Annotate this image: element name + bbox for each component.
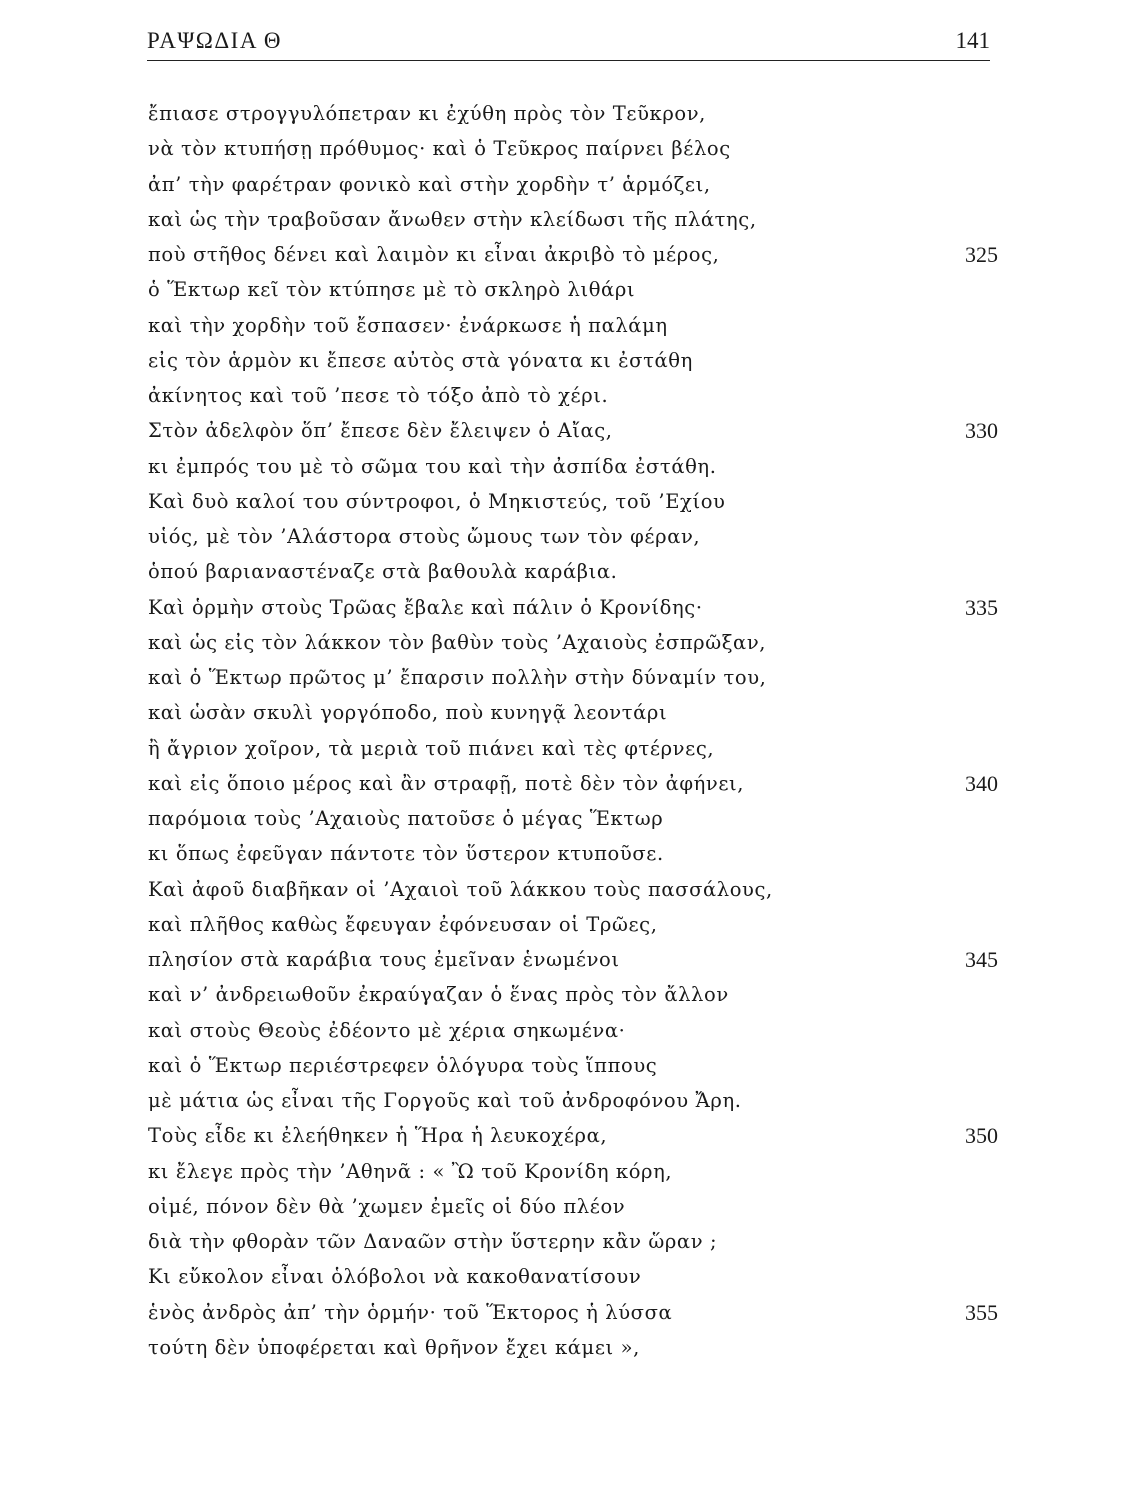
verse-line: [148, 1083, 998, 1118]
verse-text: καὶ ν’ ἀνδρειωθοῦν ἐκραύγαζαν ὁ ἕνας πρὸς τὸν ἄλλον: [148, 983, 729, 1007]
page-number: 141: [955, 28, 990, 53]
verse-line: [148, 1013, 998, 1048]
verse-text: μὲ μάτια ὡς εἶναι τῆς Γοργοῦς καὶ τοῦ ἀνδροφόνου Ἄρη.: [148, 1089, 742, 1112]
verse-line: [148, 167, 998, 202]
verse-text: ἀπ’ τὴν φαρέτραν φονικὸ καὶ στὴν χορδὴν τ’ ἁρμόζει,: [148, 172, 711, 196]
verse-text: καὶ ὡς τὴν τραβοῦσαν ἄνωθεν στὴν κλείδωσι τῆς πλάτης,: [148, 207, 757, 231]
verse-line: [148, 202, 998, 237]
verse-text: ἀκίνητος καὶ τοῦ ’πεσε τὸ τόξο ἀπὸ τὸ χέρι.: [148, 384, 609, 407]
verse-line: [148, 343, 998, 378]
running-title: ΡΑΨΩΔΙΑ Θ: [147, 28, 283, 53]
verse-line: [148, 625, 998, 660]
verse-text: Κι εὔκολον εἶναι ὁλόβολοι νὰ κακοθανατίσουν: [148, 1265, 642, 1289]
verse-line: [148, 1295, 998, 1330]
verse-line: [148, 1154, 998, 1189]
verse-line: [148, 1048, 998, 1083]
verse-line: [148, 836, 998, 871]
line-number: 330: [965, 418, 998, 444]
verse-text: καὶ εἰς ὅποιο μέρος καὶ ἂν στραφῇ, ποτὲ δὲν τὸν ἀφήνει,: [148, 771, 745, 795]
verse-text: πλησίον στὰ καράβια τους ἐμεῖναν ἑνωμένοι: [148, 948, 620, 971]
line-number: 325: [965, 242, 998, 267]
verse-text: Καὶ ὁρμὴν στοὺς Τρῶας ἔβαλε καὶ πάλιν ὁ Κρονίδης·: [148, 595, 703, 619]
line-number: 345: [965, 947, 998, 972]
verse-text: υἱός, μὲ τὸν ’Αλάστορα στοὺς ὤμους των τὸν φέραν,: [148, 525, 701, 548]
verse-text: καὶ τὴν χορδὴν τοῦ ἔσπασεν· ἐνάρκωσε ἡ παλάμη: [148, 313, 668, 337]
verse-line: [148, 766, 998, 801]
verse-text: ἢ ἄγριον χοῖρον, τὰ μεριὰ τοῦ πιάνει καὶ τὲς φτέρνες,: [148, 736, 715, 760]
verse-text: Καὶ ἀφοῦ διαβῆκαν οἱ ’Αχαιοὶ τοῦ λάκκου τοὺς πασσάλους,: [148, 877, 773, 901]
verse-text: Τοὺς εἶδε κι ἐλεήθηκεν ἡ Ἥρα ἡ λευκοχέρα,: [148, 1124, 608, 1148]
verse-text: καὶ ὡς εἰς τὸν λάκκον τὸν βαθὺν τοὺς ’Αχαιοὺς ἐσπρῶξαν,: [148, 630, 767, 654]
verse-text: κι ὅπως ἐφεῦγαν πάντοτε τὸν ὕστερον κτυποῦσε.: [148, 842, 664, 866]
verse-line: [148, 308, 998, 343]
verse-text: κι ἔλεγε πρὸς τὴν ’Αθηνᾶ : « Ὢ τοῦ Κρονίδη κόρη,: [148, 1159, 673, 1183]
verse-line: [148, 801, 998, 836]
verse-text: Στὸν ἀδελφὸν ὅπ’ ἔπεσε δὲν ἔλειψεν ὁ Αἴας,: [148, 419, 613, 443]
verse-line: [148, 484, 998, 519]
verse-text: καὶ ὡσὰν σκυλὶ γοργόποδο, ποὺ κυνηγᾷ λεοντάρι: [148, 701, 668, 725]
verse-line: [148, 1259, 998, 1294]
verse-text: καὶ ὁ Ἕκτωρ πρῶτος μ’ ἔπαρσιν πολλὴν στὴν δύναμίν του,: [148, 666, 767, 689]
verse-line: [148, 1189, 998, 1224]
verse-line: [148, 660, 998, 695]
verse-line: [148, 272, 998, 307]
verse-text: κι ἐμπρός του μὲ τὸ σῶμα του καὶ τὴν ἀσπίδα ἐστάθη.: [148, 454, 717, 478]
poem-text: [148, 96, 998, 1365]
verse-line: [148, 977, 998, 1012]
verse-line: [148, 872, 998, 907]
verse-text: νὰ τὸν κτυπήσῃ πρόθυμος· καὶ ὁ Τεῦκρος παίρνει βέλος: [148, 137, 731, 161]
verse-text: καὶ ὁ Ἕκτωρ περιέστρεφεν ὁλόγυρα τοὺς ἵππους: [148, 1053, 658, 1077]
verse-line: [148, 942, 998, 977]
verse-text: τούτη δὲν ὑποφέρεται καὶ θρῆνον ἔχει κάμει »,: [148, 1335, 640, 1359]
verse-line: [148, 1224, 998, 1259]
verse-line: [148, 590, 998, 625]
verse-line: [148, 449, 998, 484]
verse-text: ὁ Ἕκτωρ κεῖ τὸν κτύπησε μὲ τὸ σκληρὸ λιθάρι: [148, 278, 636, 302]
verse-line: [148, 413, 998, 448]
verse-text: εἰς τὸν ἁρμὸν κι ἔπεσε αὐτὸς στὰ γόνατα κι ἐστάθη: [148, 348, 693, 372]
page-header: [147, 26, 990, 61]
line-number: 355: [965, 1299, 998, 1325]
verse-line: [148, 1118, 998, 1153]
verse-text: παρόμοια τοὺς ’Αχαιοὺς πατοῦσε ὁ μέγας Ἕκτωρ: [148, 807, 664, 830]
verse-line: [148, 378, 998, 413]
verse-line: [148, 731, 998, 766]
verse-text: ποὺ στῆθος δένει καὶ λαιμὸν κι εἶναι ἀκριβὸ τὸ μέρος,: [148, 243, 720, 266]
verse-text: καὶ στοὺς Θεοὺς ἐδέοντο μὲ χέρια σηκωμένα·: [148, 1018, 626, 1042]
verse-line: [148, 695, 998, 730]
verse-line: [148, 237, 998, 272]
verse-text: καὶ πλῆθος καθὼς ἔφευγαν ἐφόνευσαν οἱ Τρῶες,: [148, 912, 658, 936]
verse-line: [148, 1330, 998, 1365]
line-number: 335: [965, 594, 998, 620]
verse-text: ἑνὸς ἀνδρὸς ἀπ’ τὴν ὁρμήν· τοῦ Ἕκτορος ἡ λύσσα: [148, 1300, 673, 1324]
verse-text: ὁπού βαριαναστέναζε στὰ βαθουλὰ καράβια.: [148, 560, 618, 584]
line-number: 350: [965, 1123, 998, 1149]
verse-text: ἔπιασε στρογγυλόπετραν κι ἐχύθη πρὸς τὸν Τεῦκρον,: [148, 102, 706, 125]
verse-line: [148, 907, 998, 942]
verse-line: [148, 554, 998, 589]
verse-line: [148, 519, 998, 554]
verse-line: [148, 131, 998, 166]
verse-text: οἰμέ, πόνον δὲν θὰ ’χωμεν ἐμεῖς οἱ δύο πλέον: [148, 1194, 626, 1218]
verse-text: Καὶ δυὸ καλοί του σύντροφοι, ὁ Μηκιστεύς, τοῦ ’Εχίου: [148, 489, 726, 513]
line-number: 340: [965, 770, 998, 796]
verse-text: διὰ τὴν φθορὰν τῶν Δαναῶν στὴν ὕστερην κἂν ὥραν ;: [148, 1230, 718, 1253]
verse-line: [148, 96, 998, 131]
